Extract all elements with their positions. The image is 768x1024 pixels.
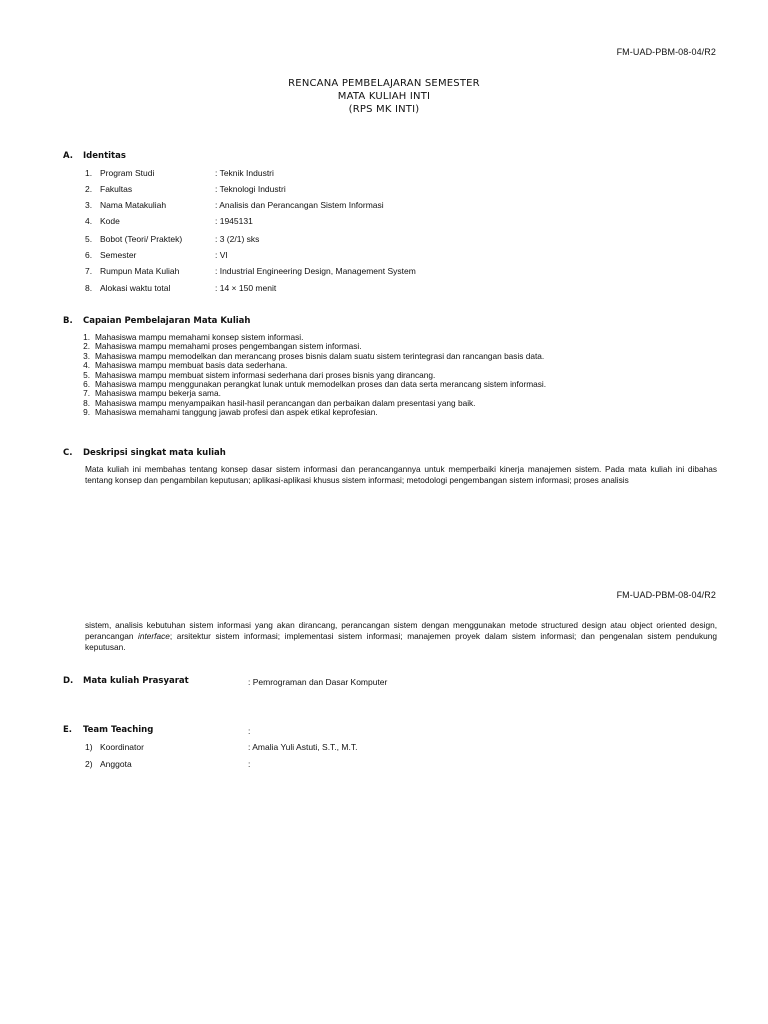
section-e-title: Team Teaching xyxy=(83,725,154,735)
section-c-title: Deskripsi singkat mata kuliah xyxy=(83,448,226,458)
identity-num: 7. xyxy=(85,266,93,276)
identity-value: : VI xyxy=(215,250,228,260)
title-line-3: (RPS MK INTI) xyxy=(348,104,420,115)
description-paragraph-1: Mata kuliah ini membahas tentang konsep dasar sistem informasi dan perancangannya untuk memperbaiki kinerja manajemen sistem. Pada mata kuliah ini dibahas tentang konsep dan pengambilan keputusan; aplikasi-aplikasi khusus sistem informasi; metodologi pengembangan sistem informasi; proses analisis xyxy=(85,464,717,485)
list-item: 5. Mahasiswa mampu membuat sistem informasi sederhana dari proses bisnis yang dirancang. xyxy=(83,369,436,380)
team-num: 1) xyxy=(85,742,93,752)
identity-num: 4. xyxy=(85,216,93,226)
section-c-letter: C. xyxy=(63,448,73,458)
section-a-heading xyxy=(63,151,126,161)
identity-value: : 3 (2/1) sks xyxy=(215,234,260,244)
identity-label: Kode xyxy=(100,216,120,226)
identity-num: 5. xyxy=(85,234,93,244)
section-d-letter: D. xyxy=(63,676,74,686)
identity-value: : Industrial Engineering Design, Management System xyxy=(215,266,416,276)
list-item: 9. Mahasiswa memahami tanggung jawab profesi dan aspek etikal keprofesian. xyxy=(83,407,378,418)
team-label: Anggota xyxy=(100,759,132,769)
title-line-2: MATA KULIAH INTI xyxy=(337,91,431,102)
identity-label: Alokasi waktu total xyxy=(100,283,171,293)
section-d-title: Mata kuliah Prasyarat xyxy=(83,676,189,686)
prerequisite-value: : Pemrograman dan Dasar Komputer xyxy=(248,677,388,687)
identity-label: Fakultas xyxy=(100,184,133,194)
identity-num: 2. xyxy=(85,184,93,194)
list-item: 8. Mahasiswa mampu menyampaikan hasil-hasil perancangan dan perbaikan dalam presentasi yang baik. xyxy=(83,397,476,408)
document-code: FM-UAD-PBM-08-04/R2 xyxy=(616,47,716,57)
identity-label: Semester xyxy=(100,250,137,260)
identity-num: 3. xyxy=(85,200,93,210)
learning-outcomes-list xyxy=(76,333,546,418)
identity-num: 8. xyxy=(85,283,93,293)
identity-num: 6. xyxy=(85,250,93,260)
team-label: Koordinator xyxy=(100,742,144,752)
section-e-heading xyxy=(63,725,153,735)
list-item: 7. Mahasiswa mampu bekerja sama. xyxy=(83,388,221,399)
identity-value: : 14 × 150 menit xyxy=(215,283,277,293)
list-item: 1. Mahasiswa mampu memahami konsep sistem informasi. xyxy=(83,332,304,342)
list-item: 4. Mahasiswa mampu membuat basis data sederhana. xyxy=(83,360,288,371)
section-b-heading xyxy=(63,316,250,326)
team-value: : Amalia Yuli Astuti, S.T., M.T. xyxy=(248,742,358,752)
identity-value: : Teknologi Industri xyxy=(215,184,286,194)
italic-term: interface xyxy=(138,631,170,641)
team-num: 2) xyxy=(85,759,93,769)
list-item: 6. Mahasiswa mampu menggunakan perangkat lunak untuk memodelkan proses dan data serta merancang sistem informasi. xyxy=(83,379,547,390)
team-teaching-value: : xyxy=(248,726,251,736)
section-a-title: Identitas xyxy=(83,151,126,161)
section-e-letter: E. xyxy=(63,725,73,735)
list-item: 2. Mahasiswa mampu memahami proses pengembangan sistem informasi. xyxy=(83,341,362,352)
section-b-title: Capaian Pembelajaran Mata Kuliah xyxy=(83,316,251,326)
identity-value: : Teknik Industri xyxy=(215,168,274,178)
title-line-1: RENCANA PEMBELAJARAN SEMESTER xyxy=(288,78,480,89)
list-item: 3. Mahasiswa mampu memodelkan dan merancang proses bisnis dalam suatu sistem terintegrasi dan rancangan basis data. xyxy=(83,350,545,361)
description-paragraph-2: sistem, analisis kebutuhan sistem informasi yang akan dirancang, perancangan sistem dengan menggunakan metode structured design atau object oriented design, perancangan interface; arsitektur sistem informasi; implementasi sistem informasi; manajemen proyek dalam sistem informasi; dan pengenalan sistem pendukung keputusan. xyxy=(85,620,717,652)
identity-label: Rumpun Mata Kuliah xyxy=(100,266,180,276)
team-value: : xyxy=(248,759,251,769)
section-a-letter: A. xyxy=(63,151,73,161)
section-b-letter: B. xyxy=(63,316,73,326)
section-c-heading xyxy=(63,448,226,458)
identity-value: : 1945131 xyxy=(215,216,253,226)
identity-value: : Analisis dan Perancangan Sistem Informasi xyxy=(215,200,384,210)
identity-label: Program Studi xyxy=(100,168,155,178)
identity-num: 1. xyxy=(85,168,93,178)
document-code-page-2: FM-UAD-PBM-08-04/R2 xyxy=(616,590,716,600)
section-d-heading xyxy=(63,676,189,686)
identity-label: Nama Matakuliah xyxy=(100,200,167,210)
identity-label: Bobot (Teori/ Praktek) xyxy=(100,234,183,244)
